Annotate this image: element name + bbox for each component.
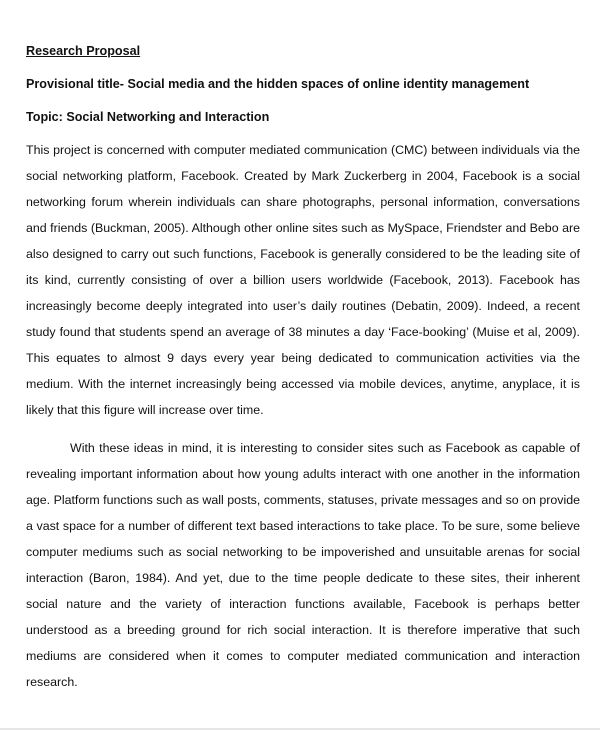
document-title: Research Proposal	[26, 44, 141, 58]
topic-heading: Topic: Social Networking and Interaction	[26, 110, 270, 124]
provisional-title: Provisional title- Social media and the hidden spaces of online identity management	[26, 77, 530, 91]
body-paragraph-1: This project is concerned with computer mediated communication (CMC) between individuals via the social networking platform, Facebook. Created by Mark Zuckerberg in 2004, Facebook is a social networking forum wherein individuals can share photographs, personal information, conversations and friends (Buckman, 2005). Although other online sites such as MySpace, Friendster and Bebo are also designed to carry out such functions, Facebook is generally considered to be the leading site of its kind, currently consisting of over a billion users worldwide (Facebook, 2013). Facebook has increasingly become deeply integrated into user’s daily routines (Debatin, 2009). Indeed, a recent study found that students spend an average of 38 minutes a day ‘Face-booking’ (Muise et al, 2009). This equates to almost 9 days every year being dedicated to communication activities via the medium. With the internet increasingly being accessed via mobile devices, anytime, anyplace, it is likely that this figure will increase over time.	[26, 143, 580, 417]
body-paragraph-2: With these ideas in mind, it is interesting to consider sites such as Facebook as capable of revealing important information about how young adults interact with one another in the information age. Platform functions such as wall posts, comments, statuses, private messages and so on provide a vast space for a number of different text based interactions to take place. To be sure, some believe computer mediums such as social networking to be impoverished and unsuitable arenas for social interaction (Baron, 1984). And yet, due to the time people dedicate to these sites, their inherent social nature and the variety of interaction functions available, Facebook is perhaps better understood as a breeding ground for rich social interaction. It is therefore imperative that such mediums are considered when it comes to computer mediated communication and interaction research.	[26, 441, 580, 689]
